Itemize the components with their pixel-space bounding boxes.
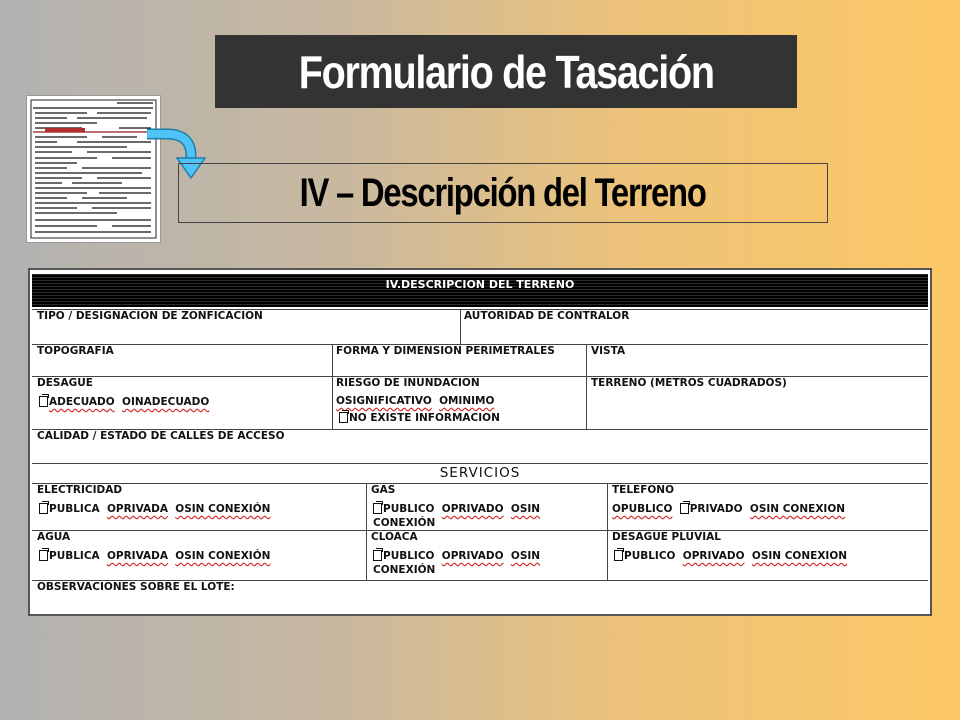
- grid-line: [607, 483, 608, 580]
- checkbox-water-publica[interactable]: [39, 550, 48, 561]
- option-storm-privado[interactable]: OPRIVADO: [682, 550, 745, 562]
- option-minimo[interactable]: OMINIMO: [439, 395, 495, 407]
- option-water-publica[interactable]: PUBLICA: [49, 550, 100, 562]
- checkbox-gas-publico[interactable]: [373, 503, 382, 514]
- option-adecuado[interactable]: ADECUADO: [49, 396, 115, 408]
- option-water-privada[interactable]: OPRIVADA: [106, 550, 168, 562]
- view-label: VISTA: [591, 345, 626, 357]
- option-sewer-publico[interactable]: PUBLICO: [383, 550, 435, 562]
- sewer-options-cont: CONEXIÓN: [373, 564, 436, 576]
- observations-label: OBSERVACIONES SOBRE EL LOTE:: [37, 581, 235, 593]
- services-heading: SERVICIOS: [439, 465, 521, 481]
- terrain-description-form: [28, 268, 932, 616]
- option-gas-sin[interactable]: OSIN: [510, 503, 541, 515]
- option-water-sin-conexion[interactable]: OSIN CONEXIÓN: [175, 550, 271, 562]
- sewer-label: CLOACA: [371, 531, 418, 543]
- option-sewer-privado[interactable]: OPRIVADO: [441, 550, 504, 562]
- grid-line: [586, 344, 587, 429]
- sewer-options: [373, 550, 540, 562]
- option-phone-sin-conexion[interactable]: OSIN CONEXION: [749, 503, 846, 515]
- storm-drain-label: DESAGUE PLUVIAL: [612, 531, 721, 543]
- checkbox-no-info[interactable]: [339, 412, 348, 423]
- checkbox-electricity-publica[interactable]: [39, 503, 48, 514]
- drainage-options: [39, 396, 209, 408]
- option-no-info[interactable]: NO EXISTE INFORMACION: [349, 412, 500, 424]
- gas-options-cont: CONEXIÓN: [373, 517, 436, 529]
- phone-options: [612, 503, 845, 515]
- water-options: [39, 550, 270, 562]
- phone-label: TELEFONO: [612, 484, 675, 496]
- gas-label: GAS: [371, 484, 396, 496]
- form-thumbnail-icon: [26, 95, 161, 243]
- option-gas-publico[interactable]: PUBLICO: [383, 503, 435, 515]
- option-significativo[interactable]: OSIGNIFICATIVO: [336, 395, 432, 407]
- option-sewer-sin[interactable]: OSIN: [510, 550, 541, 562]
- flood-risk-options: [336, 395, 494, 407]
- grid-line: [32, 463, 928, 464]
- option-phone-publico[interactable]: OPUBLICO: [612, 503, 673, 515]
- grid-line: [32, 483, 928, 484]
- option-storm-sin-conexion[interactable]: OSIN CONEXION: [751, 550, 848, 562]
- option-electricity-sin-conexion[interactable]: OSIN CONEXIÓN: [175, 503, 271, 515]
- option-storm-publico[interactable]: PUBLICO: [624, 550, 676, 562]
- street-quality-label: CALIDAD / ESTADO DE CALLES DE ACCESO: [37, 430, 285, 442]
- checkbox-phone-privado[interactable]: [680, 503, 689, 514]
- option-gas-privado[interactable]: OPRIVADO: [441, 503, 504, 515]
- drainage-label: DESAGUE: [37, 377, 93, 389]
- slide-title: Formulario de Tasación: [215, 35, 797, 108]
- grid-line: [332, 344, 333, 429]
- section-subtitle: IV – Descripción del Terreno: [178, 163, 828, 223]
- authority-label: AUTORIDAD DE CONTRALOR: [464, 310, 630, 322]
- checkbox-storm-publico[interactable]: [614, 550, 623, 561]
- grid-line: [32, 530, 928, 531]
- option-electricity-privada[interactable]: OPRIVADA: [106, 503, 168, 515]
- shape-dimension-label: FORMA Y DIMENSION PERIMETRALES: [336, 345, 555, 357]
- checkbox-sewer-publico[interactable]: [373, 550, 382, 561]
- grid-line: [32, 376, 928, 377]
- option-phone-privado[interactable]: PRIVADO: [689, 503, 743, 515]
- gas-options: [373, 503, 540, 515]
- option-inadecuado[interactable]: OINADECUADO: [122, 396, 210, 408]
- zoning-label: TIPO / DESIGNACION DE ZONFICACION: [37, 310, 263, 322]
- topography-label: TOPOGRAFIA: [37, 345, 114, 357]
- flood-risk-no-info: [339, 412, 500, 424]
- grid-line: [460, 309, 461, 344]
- checkbox-adecuado[interactable]: [39, 396, 48, 407]
- electricity-options: [39, 503, 270, 515]
- form-header: IV.DESCRIPCION DEL TERRENO: [32, 274, 928, 307]
- option-electricity-publica[interactable]: PUBLICA: [49, 503, 100, 515]
- electricity-label: ELECTRICIDAD: [37, 484, 123, 496]
- flood-risk-label: RIESGO DE INUNDACION: [336, 377, 480, 389]
- storm-drain-options: [614, 550, 847, 562]
- terrain-area-label: TERRENO (METROS CUADRADOS): [591, 377, 787, 389]
- water-label: AGUA: [37, 531, 71, 543]
- grid-line: [366, 483, 367, 580]
